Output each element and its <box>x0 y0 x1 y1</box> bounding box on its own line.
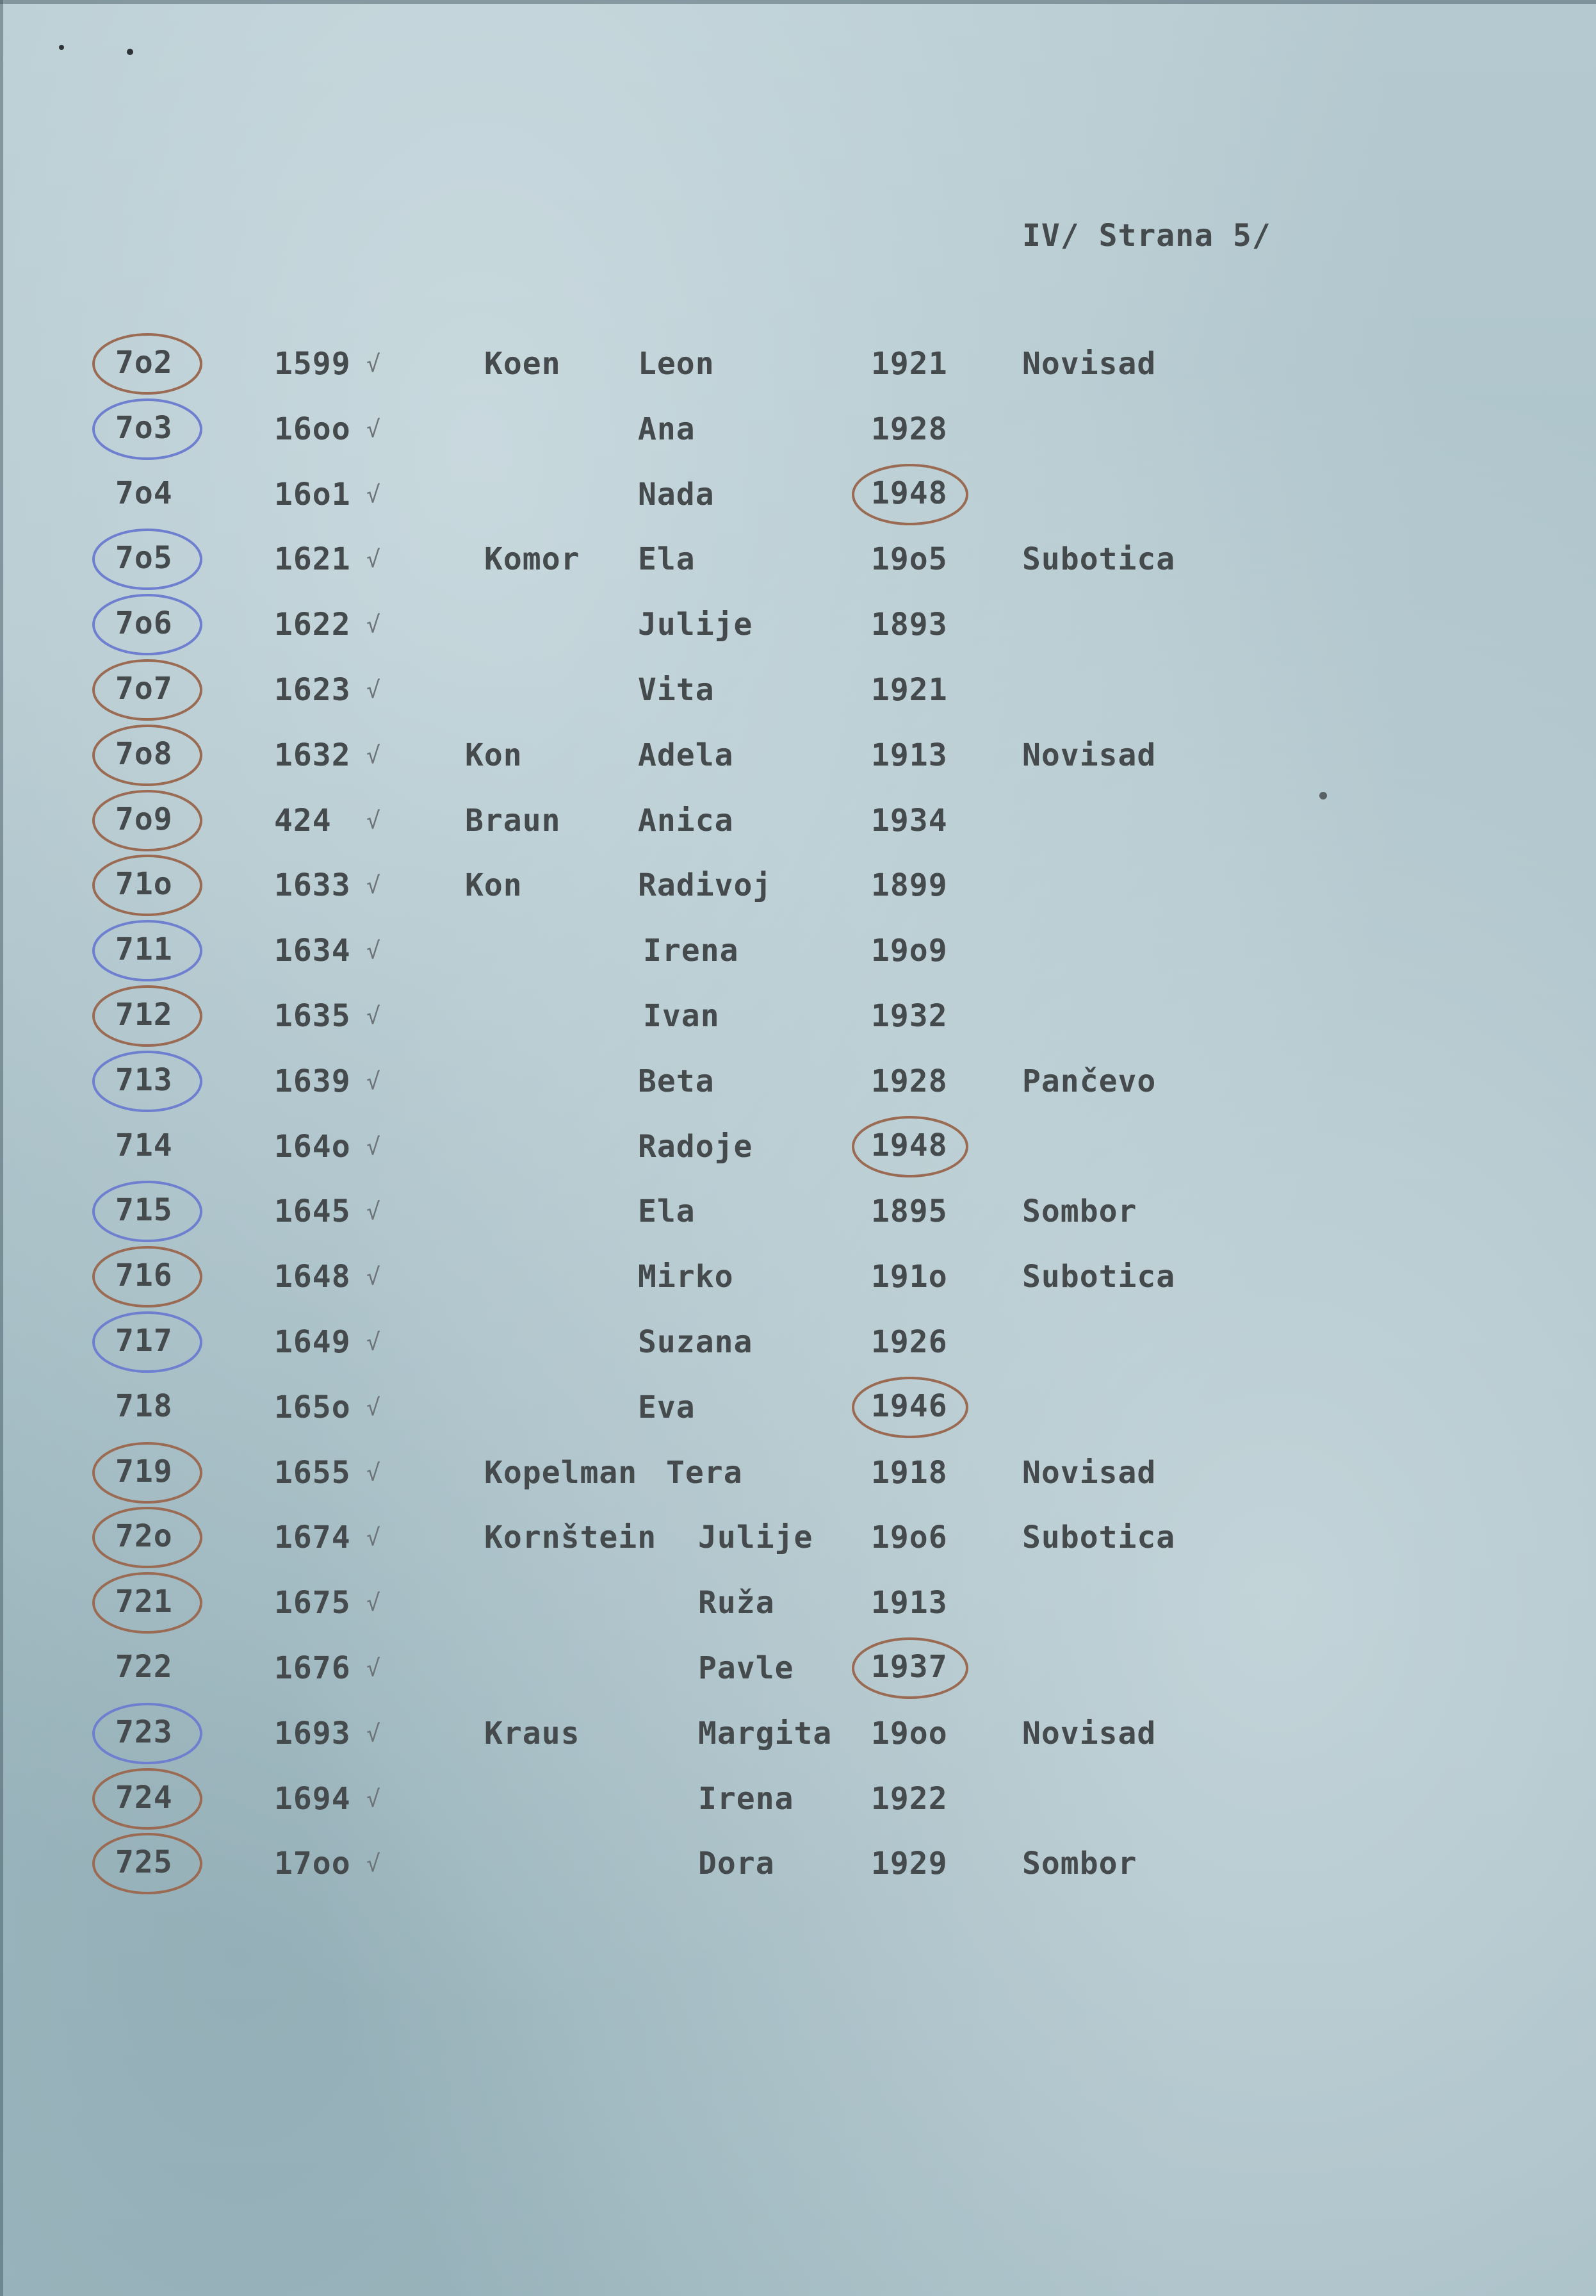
check-mark-icon: √ <box>366 807 380 834</box>
entry-number-mark <box>90 916 205 985</box>
ink-speck <box>127 49 133 55</box>
check-mark-icon: √ <box>366 1264 380 1291</box>
given-name: Ela <box>638 1193 696 1230</box>
given-name: Julije <box>638 607 753 643</box>
birth-year-mark <box>849 460 971 529</box>
entry-number-mark <box>90 460 205 529</box>
birth-year: 1937 <box>871 1649 948 1685</box>
entry-row <box>0 998 1596 1065</box>
given-name: Tera <box>666 1454 743 1491</box>
entry-number: 724 <box>115 1779 173 1816</box>
city: Novisad <box>1022 1715 1157 1751</box>
check-mark-icon: √ <box>366 1720 380 1747</box>
check-mark-icon: √ <box>366 351 380 377</box>
check-mark-icon: √ <box>366 1394 380 1421</box>
entry-number: 713 <box>115 1062 173 1098</box>
entry-row <box>0 867 1596 934</box>
surname: Komor <box>484 541 580 578</box>
city: Subotica <box>1022 1259 1176 1295</box>
given-name: Irena <box>698 1780 794 1817</box>
check-mark-icon: √ <box>366 677 380 703</box>
register-id: 1639 <box>274 1063 351 1099</box>
given-name: Ana <box>638 411 696 447</box>
entry-number-mark <box>90 1764 205 1833</box>
given-name: Anica <box>638 802 734 839</box>
entry-number-mark <box>90 786 205 855</box>
check-mark-icon: √ <box>366 1199 380 1226</box>
birth-year: 1928 <box>871 411 948 447</box>
birth-year: 191o <box>871 1259 948 1295</box>
register-id: 1648 <box>274 1259 351 1295</box>
entry-number: 718 <box>115 1388 173 1424</box>
given-name: Julije <box>698 1520 813 1556</box>
entry-number: 712 <box>115 997 173 1033</box>
birth-year: 1926 <box>871 1324 948 1360</box>
register-id: 1632 <box>274 737 351 773</box>
check-mark-icon: √ <box>366 1590 380 1617</box>
birth-year: 1948 <box>871 475 948 511</box>
entry-row <box>0 737 1596 804</box>
surname: Kon <box>465 867 523 904</box>
entry-number-mark <box>90 1373 205 1442</box>
surname: Koen <box>484 346 561 382</box>
check-mark-icon: √ <box>366 1133 380 1160</box>
register-id: 165o <box>274 1389 351 1425</box>
city: Subotica <box>1022 541 1176 578</box>
check-mark-icon: √ <box>366 938 380 965</box>
entry-row <box>0 672 1596 739</box>
birth-year: 1913 <box>871 1585 948 1621</box>
given-name: Ela <box>638 541 696 578</box>
register-id: 1675 <box>274 1585 351 1621</box>
entry-number-mark <box>90 981 205 1051</box>
register-id: 1635 <box>274 998 351 1034</box>
entry-row <box>0 1716 1596 1782</box>
register-id: 1693 <box>274 1715 351 1751</box>
register-id: 1694 <box>274 1780 351 1817</box>
register-id: 16oo <box>274 411 351 447</box>
entry-number: 7o3 <box>115 409 173 446</box>
entry-number: 717 <box>115 1323 173 1359</box>
entry-row <box>0 1129 1596 1195</box>
birth-year: 1928 <box>871 1063 948 1099</box>
entry-row <box>0 346 1596 413</box>
birth-year: 1929 <box>871 1846 948 1882</box>
birth-year: 1921 <box>871 346 948 382</box>
entry-number: 711 <box>115 931 173 968</box>
check-mark-icon: √ <box>366 546 380 573</box>
birth-year: 1921 <box>871 672 948 708</box>
given-name: Vita <box>638 672 715 708</box>
entry-row <box>0 1650 1596 1717</box>
register-id: 1633 <box>274 867 351 904</box>
register-id: 1645 <box>274 1193 351 1230</box>
entry-number: 7o9 <box>115 801 173 837</box>
entry-number-mark <box>90 1438 205 1507</box>
given-name: Leon <box>638 346 715 382</box>
entry-number-mark <box>90 1699 205 1768</box>
birth-year: 1948 <box>871 1127 948 1163</box>
entry-number: 7o6 <box>115 605 173 642</box>
entry-row <box>0 1455 1596 1521</box>
birth-year: 19o5 <box>871 541 948 578</box>
entry-number-mark <box>90 655 205 725</box>
entry-row <box>0 803 1596 869</box>
given-name: Mirko <box>638 1259 734 1295</box>
entry-row <box>0 1390 1596 1456</box>
entry-number: 714 <box>115 1127 173 1163</box>
entry-number: 72o <box>115 1518 173 1555</box>
entry-row <box>0 411 1596 478</box>
register-id: 164o <box>274 1128 351 1165</box>
birth-year-mark <box>849 1634 971 1703</box>
birth-year: 19o6 <box>871 1520 948 1556</box>
check-mark-icon: √ <box>366 416 380 443</box>
entry-number-mark <box>90 1112 205 1181</box>
entry-number: 716 <box>115 1258 173 1294</box>
given-name: Dora <box>698 1846 775 1882</box>
entry-row <box>0 607 1596 673</box>
register-id: 1599 <box>274 346 351 382</box>
city: Novisad <box>1022 737 1157 773</box>
register-id: 1655 <box>274 1454 351 1491</box>
birth-year: 1913 <box>871 737 948 773</box>
city: Sombor <box>1022 1846 1137 1882</box>
surname: Kopelman <box>484 1454 638 1491</box>
entry-row <box>0 1585 1596 1652</box>
check-mark-icon: √ <box>366 873 380 899</box>
entry-number-mark <box>90 590 205 659</box>
city: Novisad <box>1022 1454 1157 1491</box>
entry-row <box>0 477 1596 543</box>
check-mark-icon: √ <box>366 1525 380 1552</box>
entry-number: 715 <box>115 1192 173 1229</box>
entry-number-mark <box>90 1568 205 1637</box>
entry-row <box>0 1193 1596 1260</box>
city: Subotica <box>1022 1520 1176 1556</box>
register-id: 1622 <box>274 607 351 643</box>
given-name: Pavle <box>698 1650 794 1686</box>
birth-year: 1895 <box>871 1193 948 1230</box>
entry-number-mark <box>90 1177 205 1246</box>
ink-speck <box>59 45 64 50</box>
given-name: Nada <box>638 476 715 512</box>
birth-year: 1899 <box>871 867 948 904</box>
check-mark-icon: √ <box>366 1003 380 1029</box>
entry-row <box>0 1846 1596 1912</box>
entry-number-mark <box>90 1634 205 1703</box>
register-id: 1676 <box>274 1650 351 1686</box>
entry-number: 7o7 <box>115 671 173 707</box>
register-id: 1621 <box>274 541 351 578</box>
entry-number: 7o2 <box>115 345 173 381</box>
birth-year: 1932 <box>871 998 948 1034</box>
entry-number-mark <box>90 1242 205 1311</box>
entry-number: 7o8 <box>115 735 173 772</box>
city: Pančevo <box>1022 1063 1157 1099</box>
given-name: Eva <box>638 1389 696 1425</box>
entry-number-mark <box>90 525 205 594</box>
entry-number-mark <box>90 1047 205 1116</box>
birth-year: 1922 <box>871 1780 948 1817</box>
register-id: 424 <box>274 802 332 839</box>
birth-year: 19oo <box>871 1715 948 1751</box>
entry-row <box>0 1063 1596 1130</box>
entry-number: 721 <box>115 1584 173 1620</box>
entry-number-mark <box>90 851 205 920</box>
birth-year: 1934 <box>871 802 948 839</box>
given-name: Ivan <box>643 998 720 1034</box>
entry-number: 722 <box>115 1649 173 1685</box>
check-mark-icon: √ <box>366 481 380 508</box>
entry-number-mark <box>90 1829 205 1898</box>
entry-number: 723 <box>115 1714 173 1750</box>
check-mark-icon: √ <box>366 1851 380 1878</box>
entry-number-mark <box>90 1503 205 1572</box>
city: Novisad <box>1022 346 1157 382</box>
surname: Kornštein <box>484 1520 657 1556</box>
entry-number: 7o4 <box>115 475 173 511</box>
given-name: Radivoj <box>638 867 772 904</box>
register-id: 1634 <box>274 933 351 969</box>
birth-year-mark <box>849 1373 971 1442</box>
entry-number-mark <box>90 329 205 398</box>
paper-top-edge <box>0 0 1596 4</box>
given-name: Irena <box>643 933 739 969</box>
entry-row <box>0 541 1596 608</box>
check-mark-icon: √ <box>366 1785 380 1812</box>
given-name: Beta <box>638 1063 715 1099</box>
city: Sombor <box>1022 1193 1137 1230</box>
register-id: 17oo <box>274 1846 351 1882</box>
check-mark-icon: √ <box>366 1329 380 1356</box>
check-mark-icon: √ <box>366 1459 380 1486</box>
entry-number: 71o <box>115 866 173 903</box>
entry-number-mark <box>90 1308 205 1377</box>
register-id: 1674 <box>274 1520 351 1556</box>
entry-row <box>0 1259 1596 1325</box>
register-id: 1623 <box>274 672 351 708</box>
birth-year: 1893 <box>871 607 948 643</box>
entry-row <box>0 1324 1596 1391</box>
page-header: IV/ Strana 5/ <box>1022 218 1271 254</box>
surname: Kraus <box>484 1715 580 1751</box>
entry-number: 7o5 <box>115 540 173 577</box>
birth-year: 19o9 <box>871 933 948 969</box>
register-id: 16o1 <box>274 476 351 512</box>
given-name: Ruža <box>698 1585 775 1621</box>
surname: Braun <box>465 802 561 839</box>
entry-number: 725 <box>115 1844 173 1881</box>
register-id: 1649 <box>274 1324 351 1360</box>
entry-row <box>0 1520 1596 1586</box>
check-mark-icon: √ <box>366 1655 380 1682</box>
check-mark-icon: √ <box>366 742 380 769</box>
entry-number-mark <box>90 395 205 464</box>
entry-number-mark <box>90 721 205 790</box>
entry-number: 719 <box>115 1453 173 1489</box>
given-name: Radoje <box>638 1128 753 1165</box>
birth-year: 1918 <box>871 1454 948 1491</box>
birth-year: 1946 <box>871 1388 948 1424</box>
given-name: Adela <box>638 737 734 773</box>
check-mark-icon: √ <box>366 1068 380 1095</box>
given-name: Margita <box>698 1715 833 1751</box>
entry-row <box>0 1781 1596 1848</box>
birth-year-mark <box>849 1112 971 1181</box>
surname: Kon <box>465 737 523 773</box>
given-name: Suzana <box>638 1324 753 1360</box>
entry-row <box>0 933 1596 999</box>
check-mark-icon: √ <box>366 612 380 639</box>
